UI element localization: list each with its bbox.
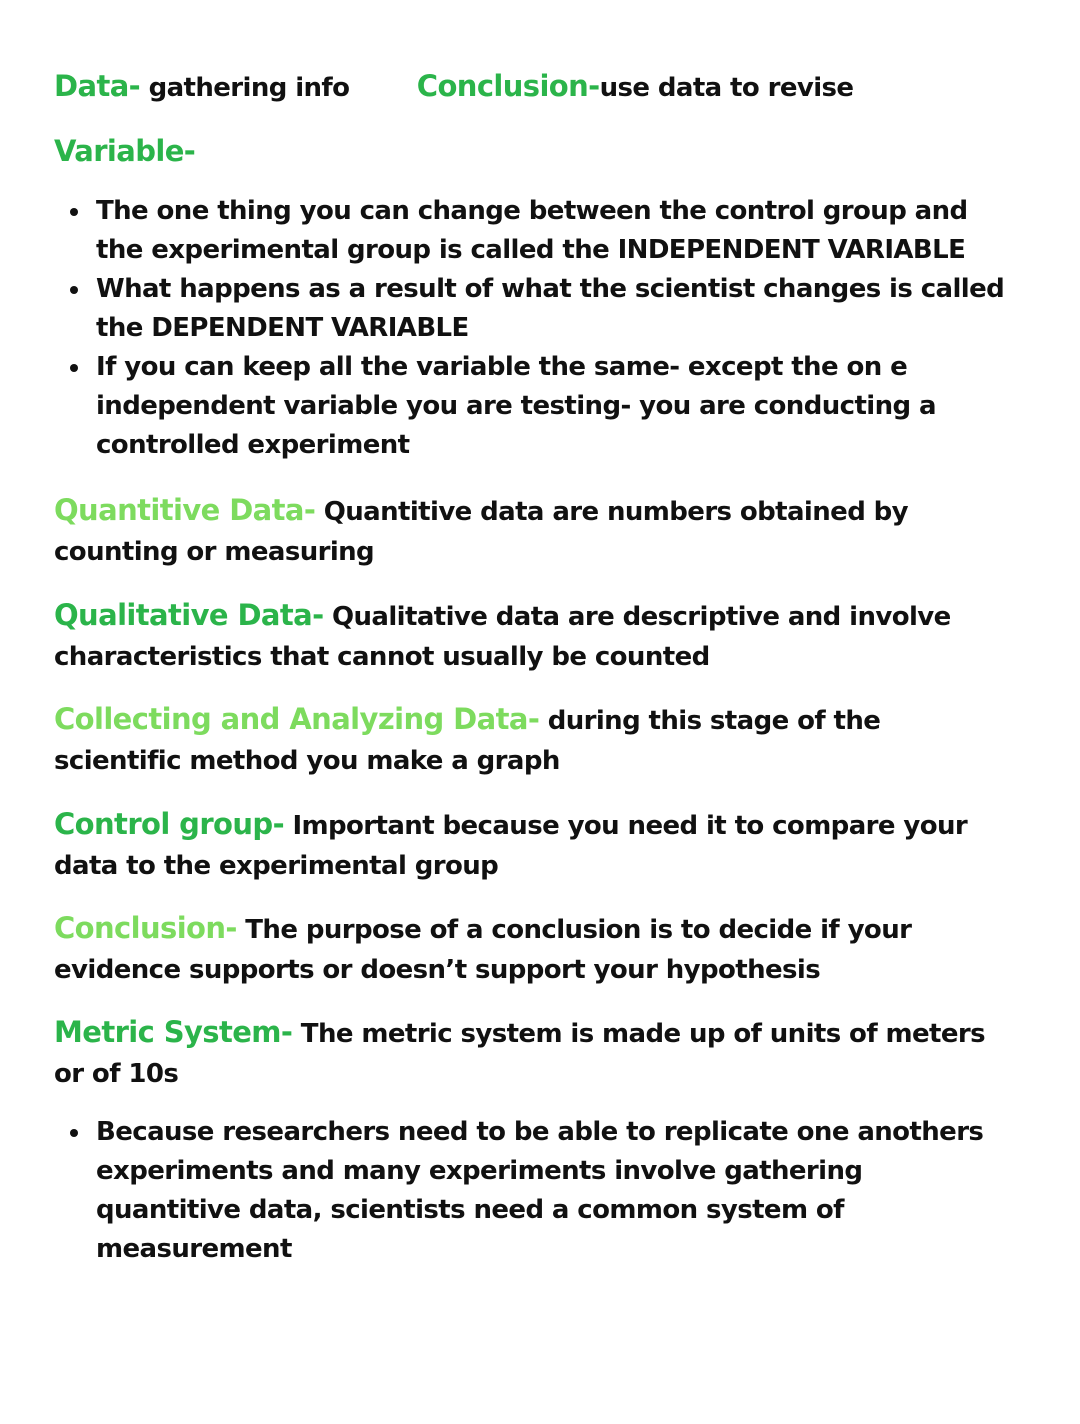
collecting-term: Collecting and Analyzing Data- [54, 702, 540, 736]
metric-system-entry [54, 1012, 1014, 1094]
metric-bullet: Because researchers need to be able to replicate one anothers experiments and many experiments involve gathering quantitive data, scientists need a common system of measurement [54, 1113, 1014, 1269]
conclusion-entry [54, 908, 1014, 990]
bullet-dot-icon [70, 1129, 78, 1137]
control-group-term: Control group- [54, 807, 285, 841]
conclusion-short-term: Conclusion- [416, 69, 600, 103]
qualitative-data-entry [54, 595, 1014, 677]
variable-bullet: The one thing you can change between the control group and the experimental group is called the INDEPENDENT VARIABLE [54, 192, 1014, 270]
variable-term: Variable- [54, 134, 196, 168]
top-line [54, 66, 1014, 108]
variable-bullet: What happens as a result of what the scientist changes is called the DEPENDENT VARIABLE [54, 270, 1014, 348]
quantitive-data-entry [54, 490, 1014, 572]
control-group-entry [54, 804, 1014, 886]
qualitative-term: Qualitative Data- [54, 598, 324, 632]
conclusion-definition: The purpose of a conclusion is to decide if your evidence supports or doesn’t support your hypothesis [54, 915, 912, 985]
qualitative-definition: Qualitative data are descriptive and involve characteristics that cannot usually be counted [54, 602, 951, 672]
metric-system-definition: The metric system is made up of units of meters or of 10s [54, 1019, 985, 1089]
collecting-definition: during this stage of the scientific method you make a graph [54, 706, 881, 776]
bullet-dot-icon [70, 286, 78, 294]
conclusion-term: Conclusion- [54, 911, 237, 945]
metric-system-term: Metric System- [54, 1015, 293, 1049]
control-group-definition: Important because you need it to compare your data to the experimental group [54, 811, 968, 881]
variable-bullet-list [54, 192, 1014, 465]
variable-bullet: If you can keep all the variable the same- except the on e independent variable you are testing- you are conducting a controlled experiment [54, 348, 1014, 465]
data-definition: gathering info [140, 73, 350, 103]
bullet-dot-icon [70, 208, 78, 216]
conclusion-short-definition: use data to revise [599, 73, 854, 103]
quantitive-term: Quantitive Data- [54, 493, 316, 527]
variable-heading [54, 131, 1014, 173]
data-term: Data- [54, 69, 141, 103]
collecting-data-entry [54, 699, 1014, 781]
bullet-dot-icon [70, 364, 78, 372]
metric-bullet-list [54, 1113, 1014, 1269]
quantitive-definition: Quantitive data are numbers obtained by counting or measuring [54, 497, 909, 567]
